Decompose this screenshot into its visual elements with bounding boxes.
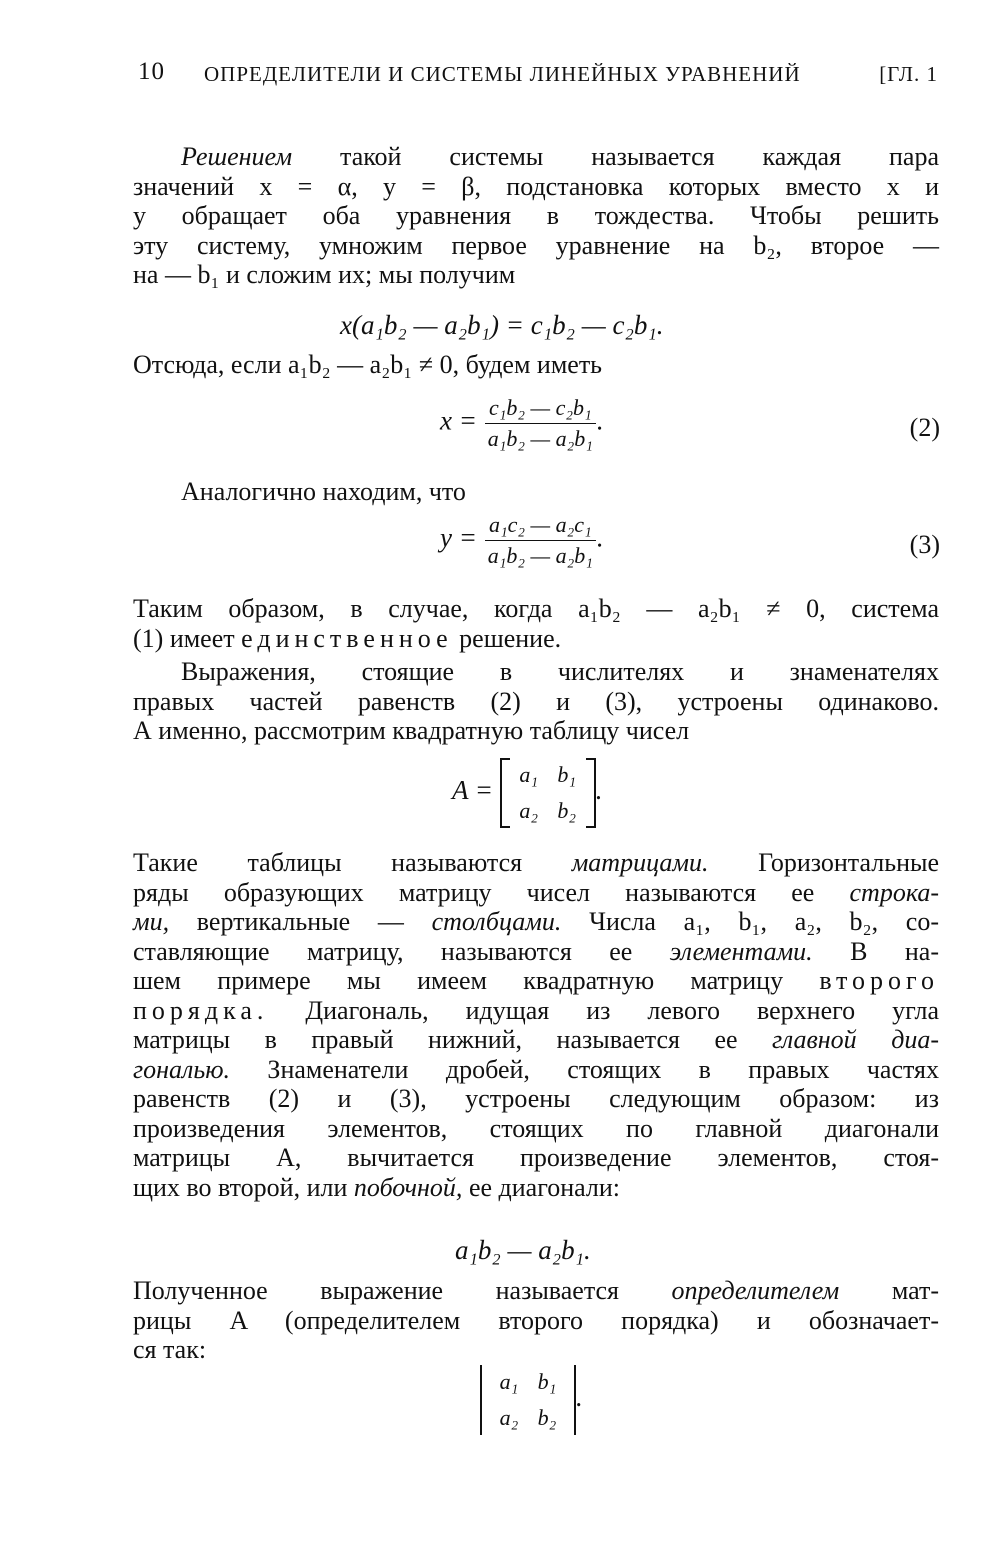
matrix-element: b₁	[557, 762, 577, 787]
equation-number: (2)	[909, 413, 940, 442]
text-line: ся так:	[133, 1335, 207, 1364]
paragraph-unique-solution	[133, 594, 939, 653]
determinant-formula	[480, 1365, 583, 1435]
paragraph-hence	[133, 350, 939, 380]
equation-difference: a₁b₂ — a₂b₁.	[455, 1235, 591, 1265]
text-line: y обращает оба уравнения в тождества. Чтобы решить	[133, 201, 939, 230]
equation-number: (3)	[909, 530, 940, 559]
matrix-element: a₁	[519, 762, 539, 787]
text-line: Выражения, стоящие в числителях и знаменателях	[181, 657, 939, 686]
matrix-element: b₁	[537, 1369, 557, 1394]
equation-2	[440, 395, 940, 465]
numerator: a₁c₂ — a₂c₁	[485, 512, 596, 541]
text-line: порядка. Диагональ, идущая из левого верхнего угла	[133, 995, 939, 1025]
page-number: 10	[138, 58, 165, 85]
text-line: (1) имеет единственное решение.	[133, 623, 562, 653]
numerator: c₁b₂ — c₂b₁	[485, 395, 596, 424]
text-line: ми, вертикальные — столбцами. Числа a₁, b₁, a₂, b₂, со-	[133, 907, 939, 936]
text-line: ряды образующих матрицу чисел называются ее строка-	[133, 877, 939, 907]
text-line: Аналогично находим, что	[181, 477, 466, 506]
matrix-element: b₂	[557, 798, 577, 823]
text-line: эту систему, умножим первое уравнение на b₂, второе —	[133, 230, 939, 260]
paragraph-similarly	[133, 477, 939, 507]
text-line: на — b₁ и сложим их; мы получим	[133, 260, 516, 289]
text-line: Такие таблицы называются матрицами. Горизонтальные	[133, 848, 939, 877]
matrix-element: a₂	[519, 798, 539, 823]
text-line: значений x = α, y = β, подстановка которых вместо x и	[133, 171, 939, 201]
text-line: Таким образом, в случае, когда a₁b₂ — a₂b₁ ≠ 0, система	[133, 594, 939, 623]
paragraph-solution-definition	[133, 142, 939, 290]
text-line: Решением такой системы называется каждая пара	[181, 142, 939, 171]
paragraph-expressions	[133, 657, 939, 746]
chapter-marker: [ГЛ. 1	[879, 62, 938, 86]
equation-lhs: y =	[440, 522, 477, 553]
matrix-A-formula	[452, 758, 602, 828]
text-line: матрицы A, вычитается произведение элементов, стоя-	[133, 1143, 939, 1172]
fraction	[484, 395, 597, 452]
text-line: правых частей равенств (2) и (3), устроены одинаково.	[133, 686, 939, 716]
running-header	[138, 58, 938, 94]
equation-tail: .	[596, 405, 604, 436]
text-line: ставляющие матрицу, называются ее элементами. В на-	[133, 936, 939, 966]
text-line: Полученное выражение называется определителем мат-	[133, 1276, 939, 1305]
matrix-tail: .	[595, 775, 603, 806]
denominator: a₁b₂ — a₂b₁	[487, 426, 593, 451]
text-line: рицы A (определителем второго порядка) и обозначает-	[133, 1305, 939, 1335]
matrix-element: a₂	[499, 1405, 519, 1430]
matrix-element: a₁	[499, 1369, 519, 1394]
text-line: матрицы в правый нижний, называется ее главной диа-	[133, 1025, 940, 1054]
text-line: произведения элементов, стоящих по главной диагонали	[133, 1113, 939, 1143]
fraction	[484, 512, 597, 569]
text-line: гональю. Знаменатели дробей, стоящих в правых частях	[133, 1054, 939, 1084]
matrix-element: b₂	[537, 1405, 557, 1430]
paragraph-matrices	[133, 848, 939, 1202]
equation-tail: .	[596, 522, 604, 553]
matrix-A	[500, 758, 596, 828]
denominator: a₁b₂ — a₂b₁	[487, 543, 593, 568]
text-line: А именно, рассмотрим квадратную таблицу чисел	[133, 716, 690, 745]
equation-x-times: x(a₁b₂ — a₂b₁) = c₁b₂ — c₂b₁.	[340, 310, 664, 340]
text-line: щих во второй, или побочной, ее диагонали:	[133, 1172, 621, 1202]
text-line: шем примере мы имеем квадратную матрицу второго	[133, 966, 939, 995]
paragraph-determinant	[133, 1276, 939, 1365]
determinant-tail: .	[576, 1382, 583, 1413]
determinant	[480, 1365, 576, 1435]
text-line: Отсюда, если a₁b₂ — a₂b₁ ≠ 0, будем иметь	[133, 350, 603, 379]
matrix-lhs: A =	[452, 775, 493, 806]
equation-3	[440, 512, 940, 582]
equation-lhs: x =	[440, 405, 477, 436]
text-line: равенств (2) и (3), устроены следующим образом: из	[133, 1084, 939, 1113]
running-title: ОПРЕДЕЛИТЕЛИ И СИСТЕМЫ ЛИНЕЙНЫХ УРАВНЕНИЙ	[204, 62, 801, 86]
